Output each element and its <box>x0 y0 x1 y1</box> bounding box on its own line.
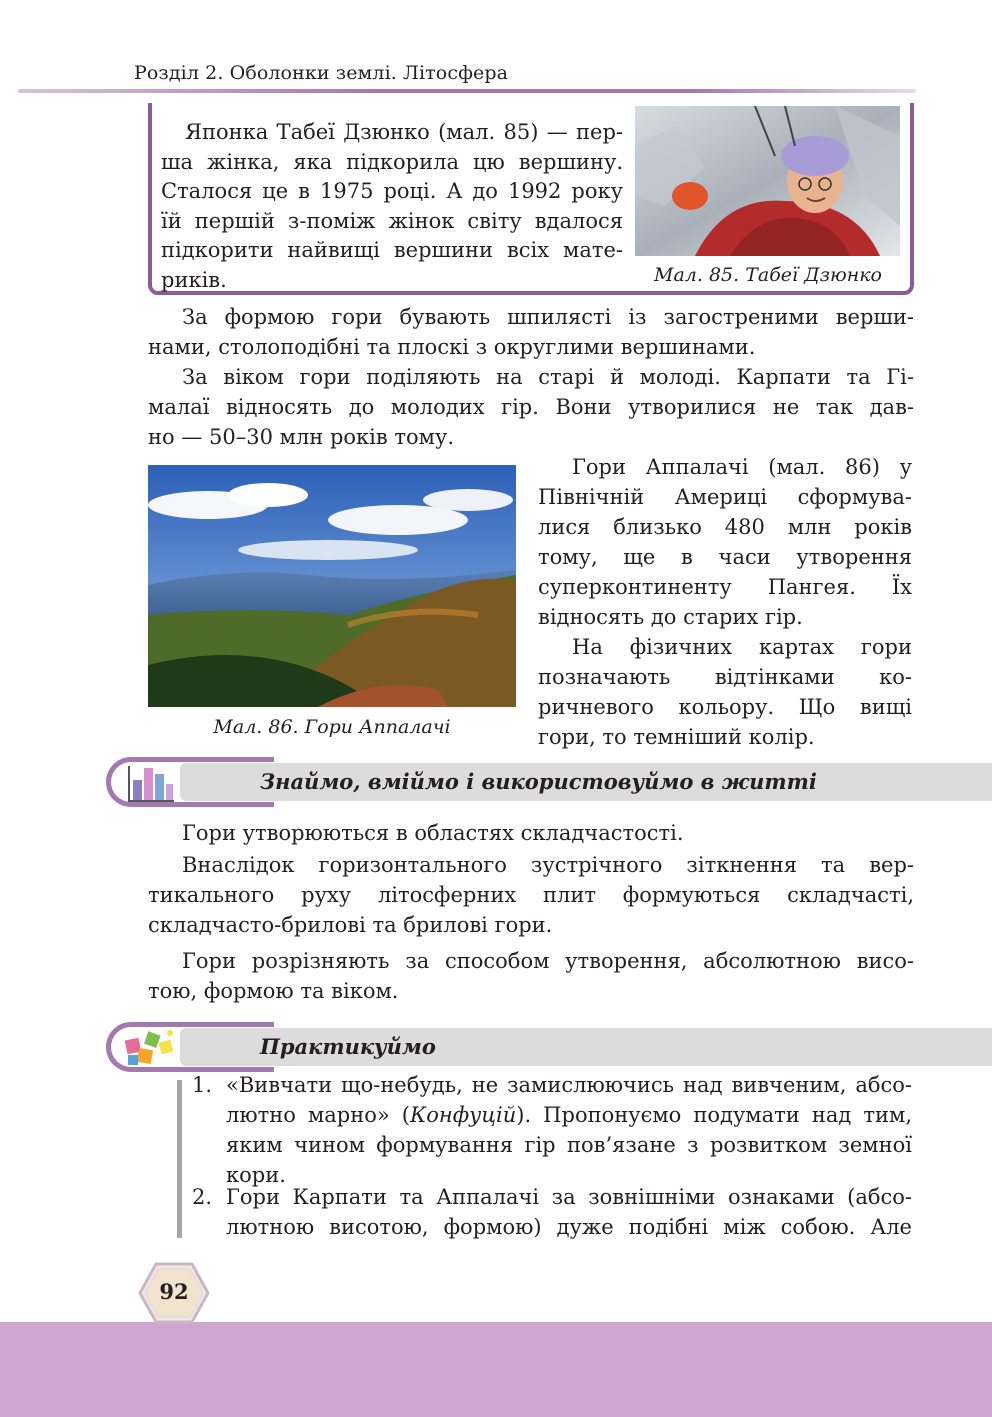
text-line: тому, ще в часи утворення <box>538 545 912 569</box>
header-rule <box>18 89 916 93</box>
text-line: «Вивчати що-небудь, не замислюючись над вивченим, абсо- <box>226 1073 912 1097</box>
text-line: Внаслідок горизонтального зустрічного зіткнення та вер- <box>182 853 914 877</box>
section-banner-know <box>106 757 912 807</box>
text-line: тою, формою та віком. <box>148 979 399 1003</box>
text-line: гори, то темніший колір. <box>538 725 815 749</box>
text-line: позначають відтінками ко- <box>538 665 912 689</box>
photo-appalachian-mountains <box>148 465 516 707</box>
text-line: відносять до старих гір. <box>538 605 803 629</box>
author-name: Конфуцій <box>410 1103 517 1127</box>
paragraph-appalachians <box>538 452 912 632</box>
text-line: но — 50–30 млн років тому. <box>148 425 455 449</box>
puzzle-icon <box>120 1025 178 1069</box>
text-line: складчасто-брилові та брилові гори. <box>148 913 553 937</box>
text-fragment: ). Пропонуємо подумати над тим, <box>516 1103 912 1127</box>
paragraph-shape <box>148 302 914 362</box>
story-line: ша жінка, яка підкорила цю вершину. <box>161 149 623 174</box>
paragraph-maps <box>538 632 912 752</box>
paragraph-age <box>148 362 914 452</box>
text-line: нами, столоподібні та плоскі з округлими вершинами. <box>148 335 756 359</box>
story-line: підкорити найвищі вершини всіх мате- <box>161 238 623 262</box>
story-line: Японка Табеї Дзюнко (мал. 85) — пер- <box>185 120 623 144</box>
text-line: ричневого кольору. Що вищі <box>538 695 912 719</box>
figure-86-caption: Мал. 86. Гори Аппалачі <box>213 716 451 738</box>
list-number: 1. <box>192 1073 213 1097</box>
practice-rule <box>177 1080 182 1238</box>
story-text <box>161 118 623 295</box>
page-number: 92 <box>159 1279 189 1304</box>
photo-tabei-junko <box>635 106 900 256</box>
figure-85-caption: Мал. 85. Табеї Дзюнко <box>653 264 882 286</box>
paragraph-folding <box>148 818 914 848</box>
section-title: Знаймо, вміймо і використовуймо в житті <box>260 769 817 794</box>
mountains-photo-image <box>148 465 516 707</box>
text-line <box>226 1100 912 1130</box>
footer-band <box>0 1322 992 1417</box>
list-number: 2. <box>192 1185 213 1209</box>
section-title: Практикуймо <box>260 1034 436 1059</box>
story-line: Сталося це в 1975 році. А до 1992 року <box>161 179 623 203</box>
bar-chart-icon <box>120 760 178 804</box>
running-header: Розділ 2. Оболонки землі. Літосфера <box>134 62 509 84</box>
text-line: На фізичних картах гори <box>572 635 912 659</box>
paragraph-classification <box>148 946 914 1006</box>
section-banner-practice <box>106 1022 912 1072</box>
text-line: лися близько 480 млн років <box>538 515 912 539</box>
text-line: Гори розрізняють за способом утворення, абсолютною висо- <box>182 949 914 973</box>
text-line: суперконтиненту Пангея. Їх <box>538 575 912 599</box>
paragraph-plates <box>148 850 914 940</box>
climber-photo-image <box>635 106 900 256</box>
text-line: Гори утворюються в областях складчастості. <box>182 821 684 845</box>
text-line: лютною висотою, формою) дуже подібні між собою. Але <box>226 1215 912 1239</box>
text-line: кори. <box>226 1163 286 1187</box>
text-fragment: лютно марно» ( <box>226 1103 410 1127</box>
story-line: риків. <box>161 267 227 292</box>
text-line: Північній Америці сформува- <box>538 485 912 509</box>
practice-item-2 <box>226 1182 912 1242</box>
text-line: За віком гори поділяють на старі й молоді. Карпати та Гі- <box>182 365 914 389</box>
text-line: тикального руху літосферних плит формуються складчасті, <box>148 883 914 907</box>
text-line: Гори Аппалачі (мал. 86) у <box>572 455 912 479</box>
text-line: малаї відносять до молодих гір. Вони утворилися не так дав- <box>148 395 914 419</box>
text-line: Гори Карпати та Аппалачі за зовнішніми ознаками (абсо- <box>226 1185 912 1209</box>
story-line: їй першій з-поміж жінок світу вдалося <box>161 208 623 233</box>
text-line: За формою гори бувають шпилясті із загостреними верши- <box>182 305 914 329</box>
text-line: яким чином формування гір пов’язане з розвитком земної <box>226 1133 912 1157</box>
practice-item-1 <box>226 1070 912 1190</box>
